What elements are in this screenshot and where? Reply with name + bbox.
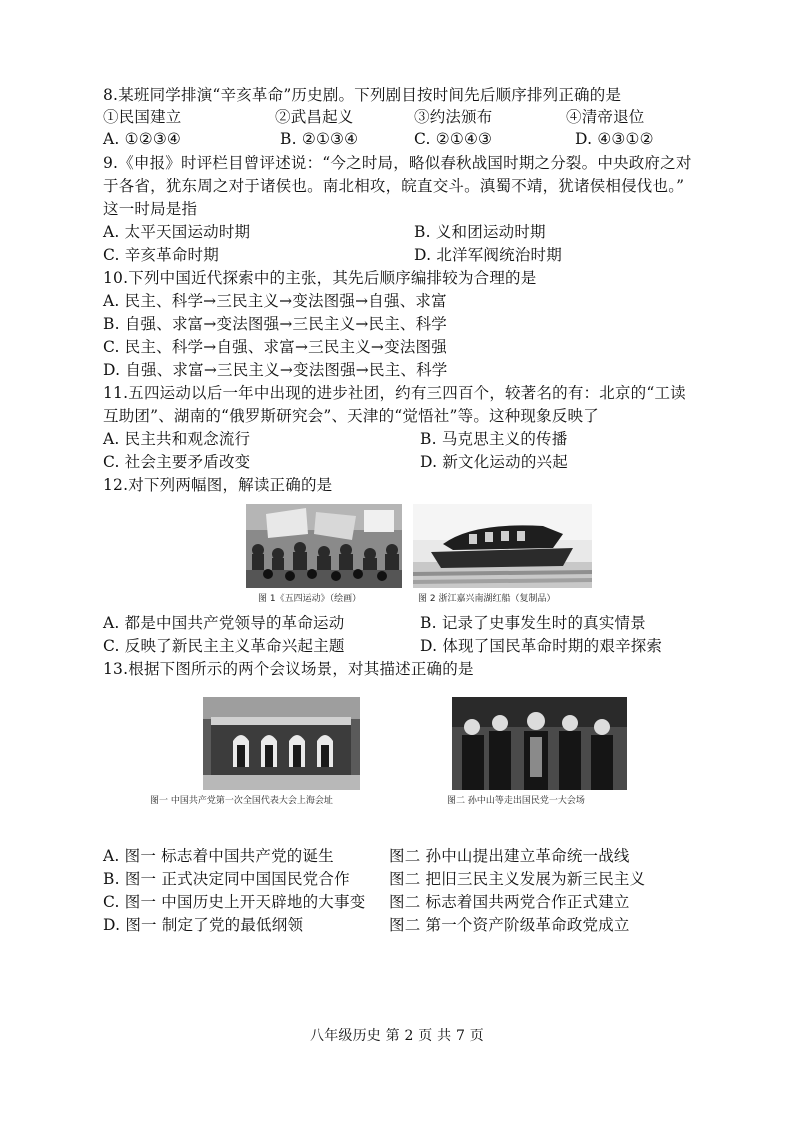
q12-option-b: B. 记录了史事发生时的真实情景 — [420, 614, 646, 632]
may-fourth-painting-image — [246, 504, 402, 588]
q13-option-d-left: D. 图一 制定了党的最低纲领 — [103, 916, 304, 934]
red-boat-image — [413, 504, 592, 588]
q12-option-c: C. 反映了新民主主义革命兴起主题 — [103, 637, 345, 655]
q8-item-4: ④清帝退位 — [566, 108, 645, 126]
q11-stem-line-2: 互助团”、湖南的“俄罗斯研究会”、天津的“觉悟社”等。这种现象反映了 — [103, 407, 599, 425]
q8-option-b: B. ②①③④ — [280, 130, 359, 148]
q9-stem-line-2: 于各省，犹东周之对于诸侯也。南北相攻，皖直交斗。滇蜀不靖，犹诸侯相侵伐也。” — [103, 177, 685, 195]
q9-option-d: D. 北洋军阀统治时期 — [414, 246, 562, 264]
q11-option-d: D. 新文化运动的兴起 — [420, 453, 568, 471]
q9-option-c: C. 辛亥革命时期 — [103, 246, 219, 264]
q9-stem-line-3: 这一时局是指 — [103, 200, 198, 218]
q13-option-c-left: C. 图一 中国历史上开天辟地的大事变 — [103, 893, 366, 911]
q8-item-3: ③约法颁布 — [414, 108, 493, 126]
fig-two-caption: 图二 孙中山等走出国民党一大会场 — [447, 796, 585, 806]
q11-stem-line-1: 11.五四运动以后一年中出现的进步社团，约有三四百个，较著名的有：北京的“工读 — [103, 384, 686, 402]
q8-stem: 8.某班同学排演“辛亥革命”历史剧。下列剧目按时间先后顺序排列正确的是 — [103, 86, 622, 104]
q10-stem: 10.下列中国近代探索中的主张，其先后顺序编排较为合理的是 — [103, 269, 537, 287]
q13-option-a-right: 图二 孙中山提出建立革命统一战线 — [389, 847, 630, 865]
q8-item-1: ①民国建立 — [103, 108, 182, 126]
q13-stem: 13.根据下图所示的两个会议场景，对其描述正确的是 — [103, 660, 474, 678]
q13-option-a-left: A. 图一 标志着中国共产党的诞生 — [103, 847, 334, 865]
q8-option-d: D. ④③①② — [575, 130, 654, 148]
q9-option-a: A. 太平天国运动时期 — [103, 223, 251, 241]
q11-option-b: B. 马克思主义的传播 — [420, 430, 568, 448]
fig1-caption: 图 1《五四运动》（绘画） — [258, 594, 362, 604]
q12-option-d: D. 体现了国民革命时期的艰辛探索 — [420, 637, 663, 655]
q13-option-d-right: 图二 第一个资产阶级革命政党成立 — [389, 916, 630, 934]
first-congress-site-image — [203, 697, 360, 790]
q10-option-c: C. 民主、科学→自强、求富→三民主义→变法图强 — [103, 338, 447, 356]
page-footer: 八年级历史 第 2 页 共 7 页 — [310, 1028, 484, 1044]
q9-stem-line-1: 9.《申报》时评栏目曾评述说：“今之时局，略似春秋战国时期之分裂。中央政府之对 — [103, 154, 692, 172]
q13-option-c-right: 图二 标志着国共两党合作正式建立 — [389, 893, 630, 911]
q10-option-a: A. 民主、科学→三民主义→变法图强→自强、求富 — [103, 292, 447, 310]
q11-option-a: A. 民主共和观念流行 — [103, 430, 251, 448]
q8-option-c: C. ②①④③ — [414, 130, 493, 148]
q13-option-b-left: B. 图一 正式决定同中国国民党合作 — [103, 870, 350, 888]
q12-stem: 12.对下列两幅图，解读正确的是 — [103, 476, 333, 494]
sun-yat-sen-leaving-congress-image — [452, 697, 627, 790]
q12-option-a: A. 都是中国共产党领导的革命运动 — [103, 614, 345, 632]
q10-option-b: B. 自强、求富→变法图强→三民主义→民主、科学 — [103, 315, 448, 333]
q8-item-2: ②武昌起义 — [275, 108, 354, 126]
fig2-caption: 图 2 浙江嘉兴南湖红船（复制品） — [418, 594, 556, 604]
q11-option-c: C. 社会主要矛盾改变 — [103, 453, 251, 471]
q8-option-a: A. ①②③④ — [103, 130, 182, 148]
q13-option-b-right: 图二 把旧三民主义发展为新三民主义 — [389, 870, 646, 888]
fig-one-caption: 图一 中国共产党第一次全国代表大会上海会址 — [150, 796, 333, 806]
q9-option-b: B. 义和团运动时期 — [414, 223, 546, 241]
q10-option-d: D. 自强、求富→三民主义→变法图强→民主、科学 — [103, 361, 448, 379]
